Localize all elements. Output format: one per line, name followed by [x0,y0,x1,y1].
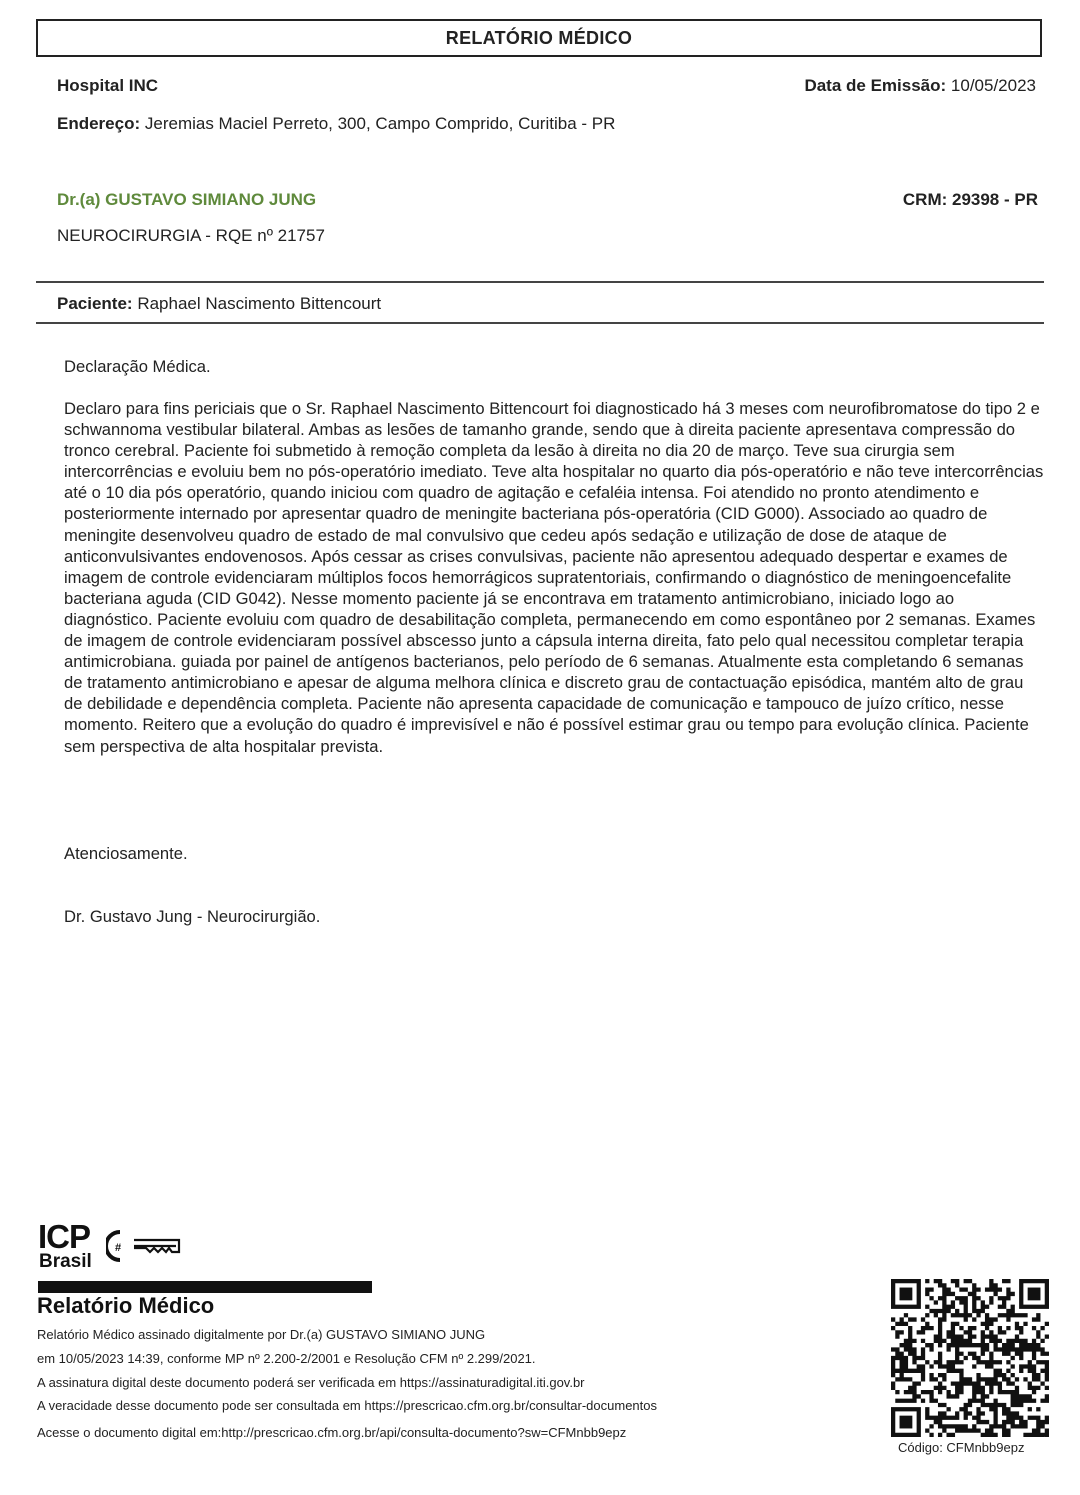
address-label: Endereço: [57,114,141,133]
patient-label: Paciente: [57,294,133,313]
address-row [57,114,615,134]
declaration-text: Declaro para fins periciais que o Sr. Raphael Nascimento Bittencourt foi diagnosticado há 3 meses com neurofibromatose do tipo 2 e schwannoma vestibular bilateral. Ambas as lesões de tamanho grande, sendo que à direita paciente apresentava compressão do tronco cerebral. Paciente foi submetido à remoção completa da lesão à direita no dia 20 de março. Teve sua cirurgia sem intercorrências e evoluiu bem no pós-operatório imediato. Teve alta hospitalar no quarto dia pós-operatório e não teve intercorrências até o 10 dia pós operatório, quando iniciou com quadro de agitação e cefaléia intensa. Foi atendido no pronto atendimento e posteriormente internado por apresentar quadro de meningite bacteriana pós-operatória (CID G000). Associado ao quadro de meningite desenvolveu quadro de estado de mal convulsivo que cedeu após sedação e utilização de dose de ataque de anticonvulsivantes endovenosos. Após cessar as crises convulsivas, paciente não apresentou adequado despertar e exames de imagem de controle evidenciaram múltiplos focos hemorrágicos supratentoriais, confirmando o diagnóstico de meningoencefalite bacteriana aguda (CID G042). Nesse momento paciente já se encontrava em tratamento antimicrobiano, iniciado logo ao diagnóstico. Paciente evoluiu com quadro de desabilitação completa, permanecendo em como espontâneo por 2 semanas. Exames de imagem de controle evidenciaram possível abscesso junto a cápsula interna direita, fato pelo qual necessitou completar terapia antimicrobiana. guiada por painel de antígenos bacterianos, pelo período de 6 semanas. Atualmente esta completando 6 semanas de tratamento antimicrobiano e apesar de alguma melhora clínica e discreto grau de contactuação episódica, mantém alto de grau de debilidade e dependência completa. Paciente não apresenta capacidade de comunicação e tampouco de juízo crítico, nesse momento. Reitero que a evolução do quadro é imprevisível e não é possível estimar grau ou tempo para evolução clínica. Paciente sem perspectiva de alta hospitalar prevista. [64,399,1044,756]
address-value: Jeremias Maciel Perreto, 300, Campo Comprido, Curitiba - PR [144,114,616,133]
doctor-name: Dr.(a) GUSTAVO SIMIANO JUNG [57,190,317,209]
footer-bar [38,1281,372,1293]
footer-line-3: A assinatura digital deste documento poderá ser verificada em https://assinaturadigital.iti.gov.br [37,1375,585,1390]
icp-brasil-logo [38,1218,188,1276]
logo-brasil-text: Brasil [39,1251,92,1272]
doctor-specialty: NEUROCIRURGIA - RQE nº 21757 [57,226,325,245]
verification-code: Código: CFMnbb9epz [898,1440,1025,1455]
signature-text: Dr. Gustavo Jung - Neurocirurgião. [64,907,321,926]
footer-line-2: em 10/05/2023 14:39, conforme MP nº 2.200-2/2001 e Resolução CFM nº 2.299/2021. [37,1351,536,1366]
footer-line-5: Acesse o documento digital em:http://prescricao.cfm.org.br/api/consulta-documento?sw=CFMnbb9epz [37,1425,627,1440]
crm-number: CRM: 29398 - PR [902,190,1038,209]
key-icon [106,1226,182,1266]
hospital-name: Hospital INC [57,76,159,95]
divider-top [36,281,1044,283]
logo-icp-text: ICP [38,1218,91,1255]
patient-name: Raphael Nascimento Bittencourt [137,294,382,313]
issue-date-row [804,76,1036,96]
closing-text: Atenciosamente. [64,844,188,863]
issue-date-value: 10/05/2023 [950,76,1036,95]
divider-bottom [36,322,1044,324]
footer-line-1: Relatório Médico assinado digitalmente por Dr.(a) GUSTAVO SIMIANO JUNG [37,1327,486,1342]
issue-date-label: Data de Emissão: [804,76,947,95]
declaration-heading: Declaração Médica. [64,357,211,376]
qr-code[interactable] [891,1279,1049,1437]
footer-line-4: A veracidade desse documento pode ser consultada em https://prescricao.cfm.org.br/consultar-documentos [37,1398,657,1413]
svg-text:#: # [115,1242,122,1254]
report-title: RELATÓRIO MÉDICO [36,19,1042,57]
footer-title: Relatório Médico [37,1293,215,1318]
patient-row [57,294,381,314]
declaration-paragraph [64,398,1044,757]
